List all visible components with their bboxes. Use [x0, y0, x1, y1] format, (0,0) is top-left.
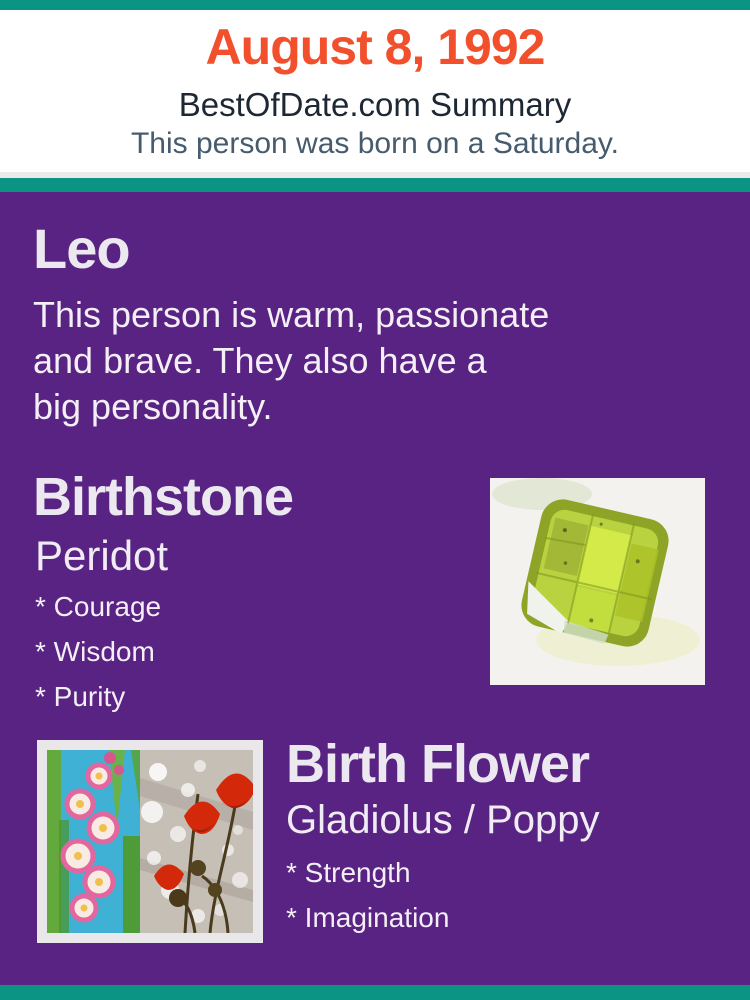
zodiac-sign-heading: Leo	[33, 217, 130, 280]
birthstone-trait: * Purity	[35, 681, 126, 712]
zodiac-description-line: and brave. They also have a	[33, 340, 487, 381]
site-summary-subtitle: BestOfDate.com Summary	[178, 86, 572, 123]
bottom-accent-bar	[0, 985, 750, 1000]
page-title-date: August 8, 1992	[205, 19, 545, 75]
birth-flower-trait: * Strength	[286, 857, 411, 888]
birthstone-heading: Birthstone	[33, 467, 293, 527]
peridot-image	[490, 478, 705, 685]
birthstone-name: Peridot	[35, 532, 169, 579]
zodiac-description-line: big personality.	[33, 386, 273, 427]
divider-accent-bar	[0, 178, 750, 192]
zodiac-description-line: This person is warm, passionate	[33, 294, 550, 335]
summary-body	[0, 192, 750, 1000]
born-day-line: This person was born on a Saturday.	[130, 127, 620, 160]
birth-flower-heading: Birth Flower	[286, 734, 590, 794]
top-accent-bar	[0, 0, 750, 10]
birth-flower-traits-list	[286, 850, 449, 940]
birth-flower-name: Gladiolus / Poppy	[286, 798, 600, 842]
birthstone-trait: * Wisdom	[35, 636, 155, 667]
birth-flower-image	[37, 740, 263, 943]
zodiac-description	[33, 292, 713, 430]
birthstone-traits-list	[35, 584, 161, 719]
birthstone-trait: * Courage	[35, 591, 162, 622]
birth-flower-trait: * Imagination	[286, 902, 450, 933]
